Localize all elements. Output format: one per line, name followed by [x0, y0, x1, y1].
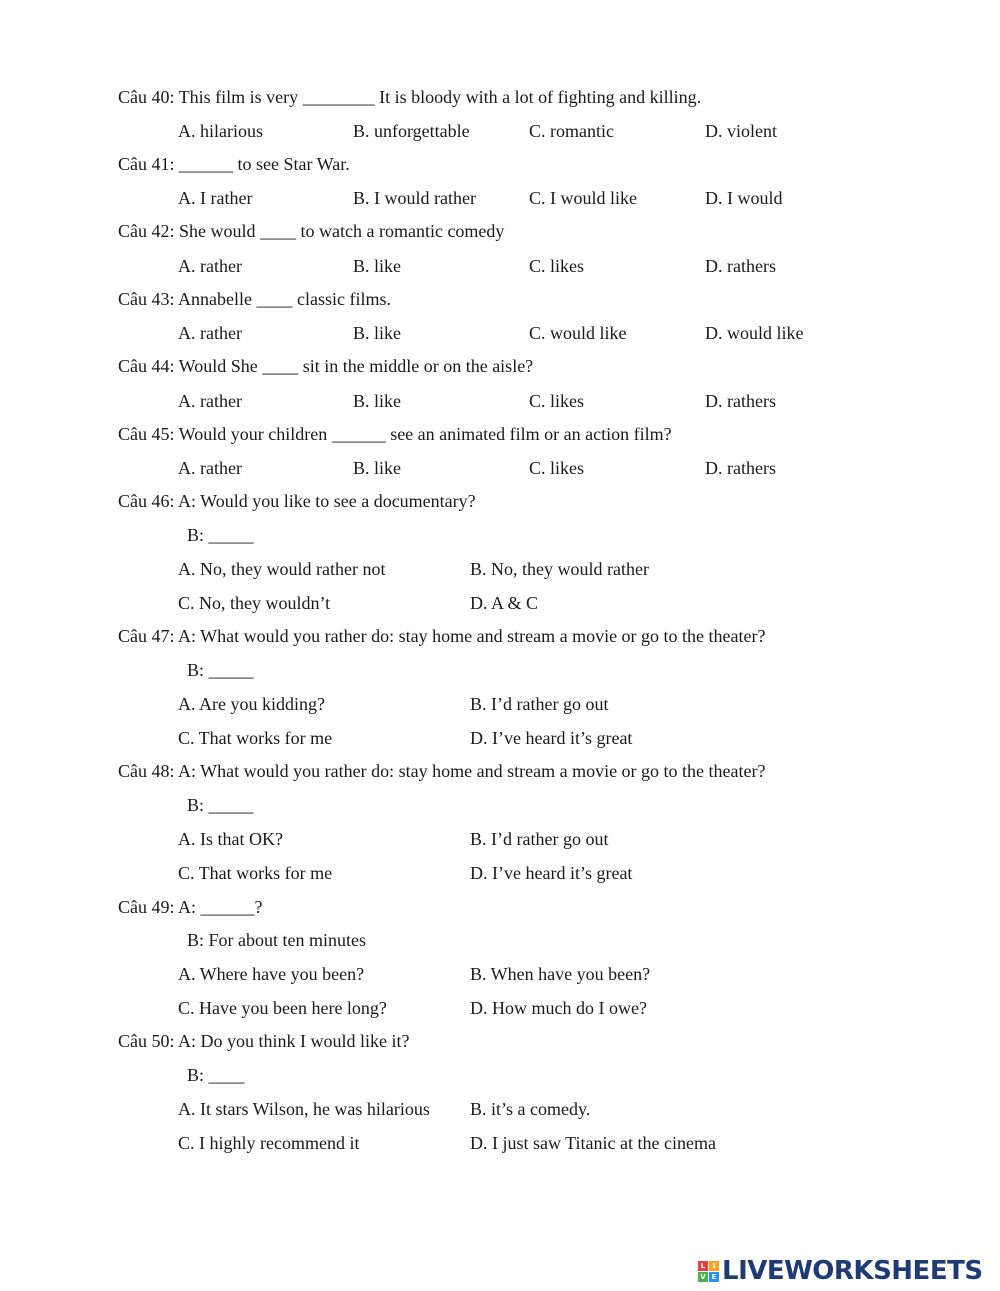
- question-44-prompt: Câu 44: Would She ____ sit in the middle or on the aisle?: [118, 356, 534, 376]
- question-48-prompt: Câu 48: A: What would you rather do: stay home and stream a movie or go to the theater?: [118, 761, 766, 781]
- question-45-prompt: Câu 45: Would your children ______ see an animated film or an action film?: [118, 424, 672, 444]
- question-42-prompt: Câu 42: She would ____ to watch a romantic comedy: [118, 221, 505, 241]
- question-42-option-c[interactable]: C. likes: [529, 256, 585, 276]
- logo-tile-l: L: [698, 1261, 708, 1271]
- question-50-option-a[interactable]: A. It stars Wilson, he was hilarious: [178, 1099, 430, 1119]
- question-42-option-b[interactable]: B. like: [353, 256, 401, 276]
- question-43-option-b[interactable]: B. like: [353, 323, 401, 343]
- logo-tile-v: V: [698, 1272, 708, 1282]
- question-46-option-c[interactable]: C. No, they wouldn’t: [178, 593, 331, 613]
- question-41-prompt: Câu 41: ______ to see Star War.: [118, 154, 350, 174]
- question-46-option-d[interactable]: D. A & C: [470, 593, 539, 613]
- question-50-option-c[interactable]: C. I highly recommend it: [178, 1133, 360, 1153]
- question-47-option-a[interactable]: A. Are you kidding?: [178, 694, 325, 714]
- question-49-prompt: Câu 49: A: ______?: [118, 897, 263, 917]
- question-42-option-a[interactable]: A. rather: [178, 256, 242, 276]
- question-47-b-line: B: _____: [187, 660, 254, 680]
- logo-tile-i: I: [709, 1261, 719, 1271]
- question-44-option-a[interactable]: A. rather: [178, 391, 242, 411]
- question-45-option-d[interactable]: D. rathers: [705, 458, 776, 478]
- question-40-prompt: Câu 40: This film is very ________ It is bloody with a lot of fighting and killing.: [118, 87, 702, 107]
- question-49-option-c[interactable]: C. Have you been here long?: [178, 998, 387, 1018]
- question-47-prompt: Câu 47: A: What would you rather do: stay home and stream a movie or go to the theater?: [118, 626, 766, 646]
- question-47-option-b[interactable]: B. I’d rather go out: [470, 694, 609, 714]
- question-40-option-b[interactable]: B. unforgettable: [353, 121, 470, 141]
- question-46-prompt: Câu 46: A: Would you like to see a documentary?: [118, 491, 476, 511]
- question-44-option-b[interactable]: B. like: [353, 391, 401, 411]
- logo-tile-e: E: [709, 1272, 719, 1282]
- question-48-option-c[interactable]: C. That works for me: [178, 863, 333, 883]
- question-49-option-a[interactable]: A. Where have you been?: [178, 964, 365, 984]
- question-50-prompt: Câu 50: A: Do you think I would like it?: [118, 1031, 410, 1051]
- question-46-option-b[interactable]: B. No, they would rather: [470, 559, 649, 579]
- question-42-option-d[interactable]: D. rathers: [705, 256, 776, 276]
- question-48-b-line: B: _____: [187, 795, 254, 815]
- question-45-option-b[interactable]: B. like: [353, 458, 401, 478]
- question-48-option-b[interactable]: B. I’d rather go out: [470, 829, 609, 849]
- question-41-option-d[interactable]: D. I would: [705, 188, 783, 208]
- question-48-option-a[interactable]: A. Is that OK?: [178, 829, 283, 849]
- question-41-option-a[interactable]: A. I rather: [178, 188, 253, 208]
- question-49-option-d[interactable]: D. How much do I owe?: [470, 998, 647, 1018]
- question-49-option-b[interactable]: B. When have you been?: [470, 964, 651, 984]
- question-46-option-a[interactable]: A. No, they would rather not: [178, 559, 386, 579]
- question-43-prompt: Câu 43: Annabelle ____ classic films.: [118, 289, 391, 309]
- question-47-option-c[interactable]: C. That works for me: [178, 728, 333, 748]
- question-50-option-b[interactable]: B. it’s a comedy.: [470, 1099, 591, 1119]
- question-43-option-c[interactable]: C. would like: [529, 323, 627, 343]
- question-48-option-d[interactable]: D. I’ve heard it’s great: [470, 863, 633, 883]
- question-40-option-a[interactable]: A. hilarious: [178, 121, 263, 141]
- question-46-b-line: B: _____: [187, 525, 254, 545]
- question-43-option-a[interactable]: A. rather: [178, 323, 242, 343]
- question-44-option-d[interactable]: D. rathers: [705, 391, 776, 411]
- question-47-option-d[interactable]: D. I’ve heard it’s great: [470, 728, 633, 748]
- question-40-option-d[interactable]: D. violent: [705, 121, 777, 141]
- question-50-option-d[interactable]: D. I just saw Titanic at the cinema: [470, 1133, 716, 1153]
- liveworksheets-logo-text: LIVEWORKSHEETS: [722, 1256, 983, 1286]
- question-44-option-c[interactable]: C. likes: [529, 391, 585, 411]
- question-50-b-line: B: ____: [187, 1065, 245, 1085]
- question-45-option-a[interactable]: A. rather: [178, 458, 242, 478]
- question-43-option-d[interactable]: D. would like: [705, 323, 804, 343]
- question-45-option-c[interactable]: C. likes: [529, 458, 585, 478]
- question-40-option-c[interactable]: C. romantic: [529, 121, 614, 141]
- question-41-option-b[interactable]: B. I would rather: [353, 188, 476, 208]
- question-49-b-line: B: For about ten minutes: [187, 930, 366, 950]
- liveworksheets-logo-icon: [698, 1261, 719, 1282]
- liveworksheets-logo[interactable]: [698, 1256, 983, 1286]
- question-41-option-c[interactable]: C. I would like: [529, 188, 637, 208]
